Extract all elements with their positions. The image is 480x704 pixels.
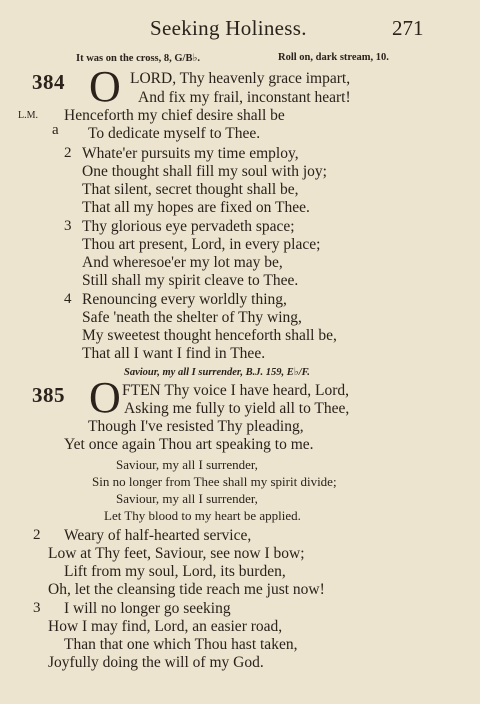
verse-line: Whate'er pursuits my time employ, bbox=[82, 145, 299, 162]
drop-cap: O bbox=[89, 373, 121, 422]
verse-line: Henceforth my chief desire shall be bbox=[64, 107, 285, 124]
verse-line: Thou art present, Lord, in every place; bbox=[82, 236, 321, 253]
verse-line: How I may find, Lord, an easier road, bbox=[48, 618, 283, 635]
verse-line: And fix my frail, inconstant heart! bbox=[138, 89, 351, 106]
verse-line: Than that one which Thou hast taken, bbox=[64, 636, 298, 653]
chorus-line: Sin no longer from Thee shall my spirit divide; bbox=[92, 474, 337, 489]
verse-number: 2 bbox=[33, 527, 41, 543]
verse-line: That all I want I find in Thee. bbox=[82, 345, 266, 362]
hymn-number: 384 bbox=[32, 70, 65, 94]
verse-line: LORD, Thy heavenly grace impart, bbox=[130, 70, 351, 87]
verse-line: My sweetest thought henceforth shall be, bbox=[82, 327, 337, 344]
verse-line: Yet once again Thou art speaking to me. bbox=[64, 436, 314, 453]
verse-number: 4 bbox=[64, 291, 72, 307]
verse-line: Thy glorious eye pervadeth space; bbox=[82, 218, 295, 235]
verse-line: FTEN Thy voice I have heard, Lord, bbox=[122, 382, 349, 399]
chorus-line: Saviour, my all I surrender, bbox=[116, 491, 258, 506]
verse-number: 2 bbox=[64, 145, 72, 161]
verse-line: Though I've resisted Thy pleading, bbox=[88, 418, 304, 435]
verse-line: Renouncing every worldly thing, bbox=[82, 291, 287, 308]
page-number: 271 bbox=[392, 16, 424, 40]
hymn-number: 385 bbox=[32, 383, 65, 407]
meter-label: L.M. bbox=[18, 110, 38, 121]
verse-line: That silent, secret thought shall be, bbox=[82, 181, 299, 198]
chorus-line: Let Thy blood to my heart be applied. bbox=[104, 508, 301, 523]
verse-line: Oh, let the cleansing tide reach me just now! bbox=[48, 581, 325, 598]
verse-line: Lift from my soul, Lord, its burden, bbox=[64, 563, 286, 580]
tune-reference-right: Roll on, dark stream, 10. bbox=[278, 52, 389, 63]
verse-line: Asking me fully to yield all to Thee, bbox=[124, 400, 350, 417]
key-label: a bbox=[52, 122, 59, 138]
verse-line: And wheresoe'er my lot may be, bbox=[82, 254, 283, 271]
verse-line: Safe 'neath the shelter of Thy wing, bbox=[82, 309, 302, 326]
drop-cap: O bbox=[89, 62, 121, 111]
tune-reference-left: It was on the cross, 8, G/B♭. bbox=[76, 53, 201, 64]
chorus-line: Saviour, my all I surrender, bbox=[116, 457, 258, 472]
verse-line: I will no longer go seeking bbox=[64, 600, 231, 617]
verse-line: That all my hopes are fixed on Thee. bbox=[82, 199, 310, 216]
page-title: Seeking Holiness. bbox=[150, 16, 307, 40]
verse-line: To dedicate myself to Thee. bbox=[88, 125, 261, 142]
verse-line: One thought shall fill my soul with joy; bbox=[82, 163, 327, 180]
verse-number: 3 bbox=[33, 600, 41, 616]
tune-reference: Saviour, my all I surrender, B.J. 159, E♭/F. bbox=[124, 367, 310, 378]
verse-number: 3 bbox=[64, 218, 72, 234]
verse-line: Low at Thy feet, Saviour, see now I bow; bbox=[48, 545, 305, 562]
verse-line: Still shall my spirit cleave to Thee. bbox=[82, 272, 299, 289]
verse-line: Weary of half-hearted service, bbox=[64, 527, 252, 544]
verse-line: Joyfully doing the will of my God. bbox=[48, 654, 264, 671]
